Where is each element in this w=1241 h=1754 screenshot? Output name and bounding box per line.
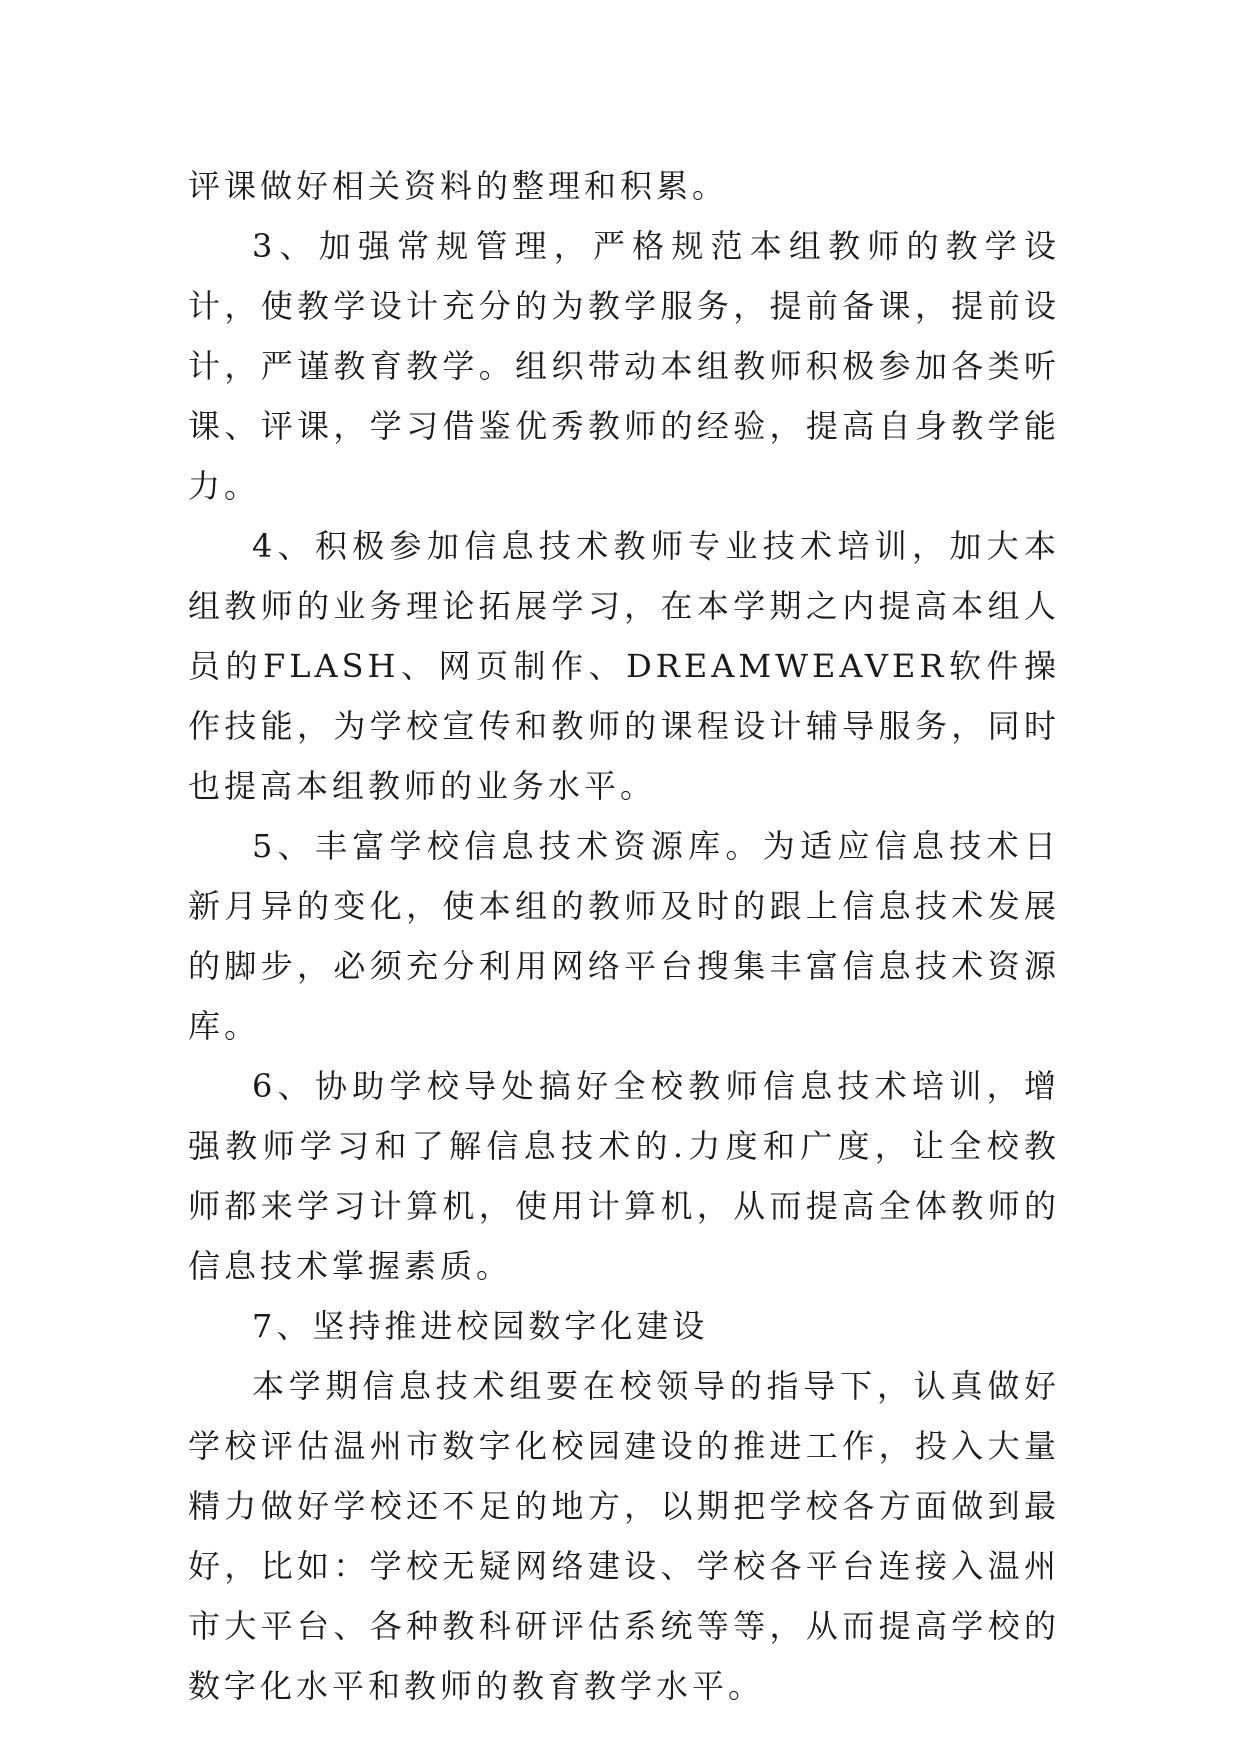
paragraph-item-7-heading: 7、坚持推进校园数字化建设 — [252, 1307, 709, 1345]
document-body — [188, 156, 1060, 1716]
paragraph-item-7-body: 本学期信息技术组要在校领导的指导下，认真做好学校评估温州市数字化校园建设的推进工作，投入大量精力做好学校还不足的地方，以期把学校各方面做到最好，比如：学校无疑网络建设、学校各平台连接入温州市大平台、各种教科研评估系统等等，从而提高学校的数字化水平和教师的教育教学水平。 — [188, 1367, 1060, 1705]
paragraph-item-3: 3、加强常规管理，严格规范本组教师的教学设计，使教学设计充分的为教学服务，提前备课，提前设计，严谨教育教学。组织带动本组教师积极参加各类听课、评课，学习借鉴优秀教师的经验，提高自身教学能力。 — [188, 227, 1060, 505]
paragraph-continuation: 评课做好相关资料的整理和积累。 — [188, 167, 729, 205]
paragraph-item-4: 4、积极参加信息技术教师专业技术培训，加大本组教师的业务理论拓展学习，在本学期之内提高本组人员的FLASH、网页制作、DREAMWEAVER软件操作技能，为学校宣传和教师的课程设计辅导服务，同时也提高本组教师的业务水平。 — [188, 527, 1060, 805]
paragraph-item-5: 5、丰富学校信息技术资源库。为适应信息技术日新月异的变化，使本组的教师及时的跟上信息技术发展的脚步，必须充分利用网络平台搜集丰富信息技术资源库。 — [188, 827, 1060, 1045]
paragraph-item-6: 6、协助学校导处搞好全校教师信息技术培训，增强教师学习和了解信息技术的.力度和广度，让全校教师都来学习计算机，使用计算机，从而提高全体教师的信息技术掌握素质。 — [188, 1067, 1060, 1285]
